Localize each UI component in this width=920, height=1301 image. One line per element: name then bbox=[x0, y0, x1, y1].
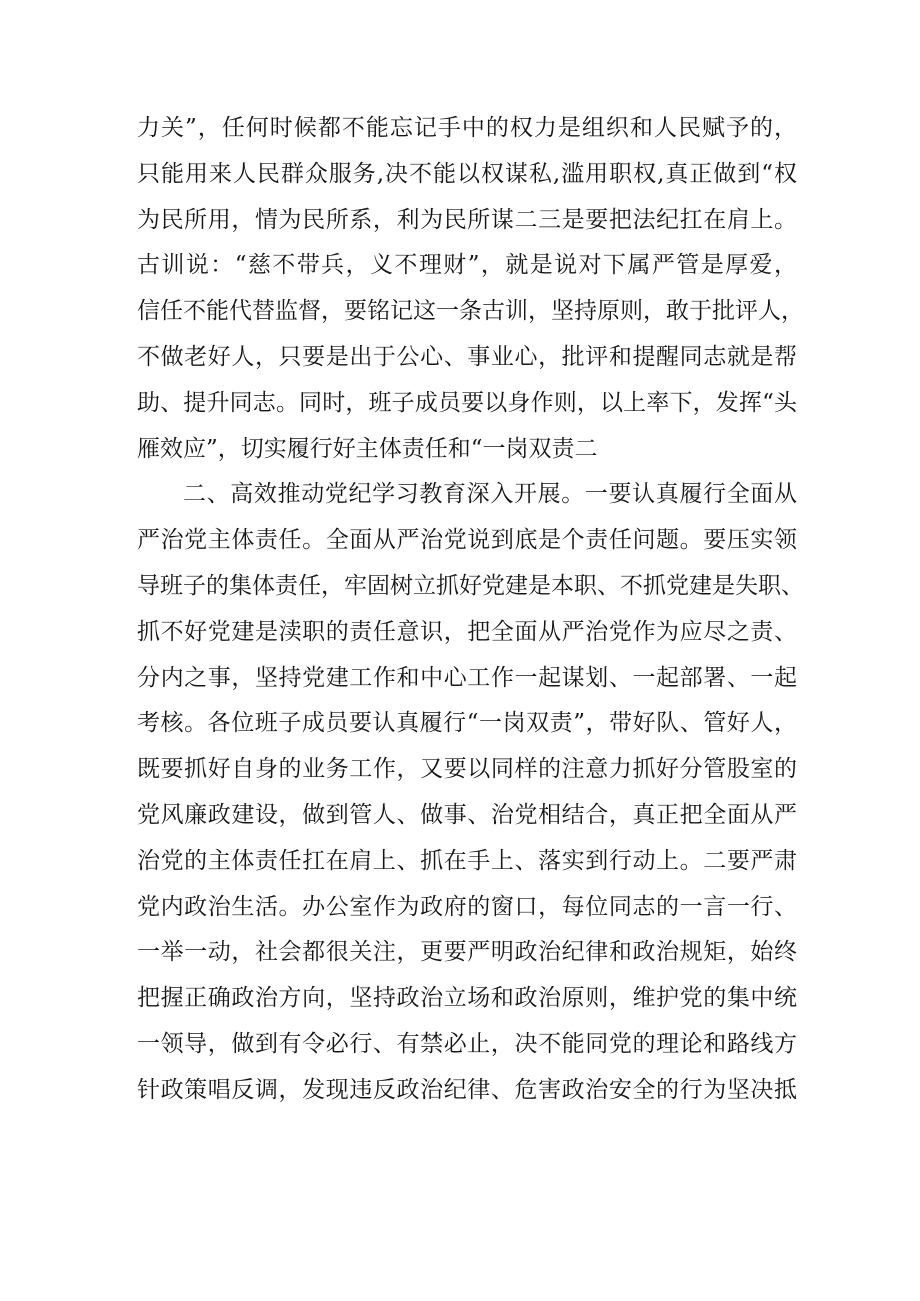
document-body bbox=[137, 106, 804, 1114]
paragraph-line: 既要抓好自身的业务工作，又要以同样的注意力抓好分管股室的 bbox=[137, 756, 797, 783]
paragraph-line: 不做老好人，只要是出于公心、事业心，批评和提醒同志就是帮 bbox=[137, 343, 797, 370]
paragraph-line: 雁效应”，切实履行好主体责任和“一岗双责二 bbox=[137, 435, 598, 462]
paragraph-line: 考核。各位班子成员要认真履行“一岗双责”，带好队、管好人， bbox=[137, 710, 797, 737]
paragraph-line: 只能用来人民群众服务,决不能以权谋私,滥用职权,真正做到“权 bbox=[137, 160, 797, 187]
paragraph-line: 党内政治生活。办公室作为政府的窗口，每位同志的一言一行、 bbox=[137, 893, 797, 920]
paragraph-line: 一领导，做到有令必行、有禁必止，决不能同党的理论和路线方 bbox=[137, 1030, 797, 1057]
paragraph-line: 严治党主体责任。全面从严治党说到底是个责任问题。要压实领 bbox=[137, 527, 797, 554]
paragraph-line: 针政策唱反调，发现违反政治纪律、危害政治安全的行为坚决抵 bbox=[137, 1076, 797, 1103]
paragraph-line: 把握正确政治方向，坚持政治立场和政治原则，维护党的集中统 bbox=[137, 985, 797, 1012]
paragraph-line: 信任不能代替监督，要铭记这一条古训，坚持原则，敢于批评人， bbox=[137, 298, 804, 325]
paragraph-1 bbox=[137, 106, 804, 472]
paragraph-line: 抓不好党建是渎职的责任意识，把全面从严治党作为应尽之责、 bbox=[137, 618, 797, 645]
paragraph-line: 二、高效推动党纪学习教育深入开展。一要认真履行全面从 bbox=[183, 481, 797, 508]
paragraph-line: 党风廉政建设，做到管人、做事、治党相结合，真正把全面从严 bbox=[137, 801, 797, 828]
paragraph-line: 一举一动，社会都很关注，更要严明政治纪律和政治规矩，始终 bbox=[137, 939, 797, 966]
paragraph-2 bbox=[137, 472, 804, 1113]
paragraph-line: 为民所用，情为民所系，利为民所谋二三是要把法纪扛在肩上。 bbox=[137, 206, 797, 233]
paragraph-line: 分内之事，坚持党建工作和中心工作一起谋划、一起部署、一起 bbox=[137, 664, 797, 691]
paragraph-line: 治党的主体责任扛在肩上、抓在手上、落实到行动上。二要严肃 bbox=[137, 847, 797, 874]
paragraph-line: 古训说：“慈不带兵，义不理财”，就是说对下属严管是厚爱， bbox=[137, 252, 797, 279]
paragraph-line: 助、提升同志。同时，班子成员要以身作则，以上率下，发挥“头 bbox=[137, 389, 797, 416]
paragraph-line: 力关”，任何时候都不能忘记手中的权力是组织和人民赋予的， bbox=[137, 115, 797, 141]
paragraph-line: 导班子的集体责任，牢固树立抓好党建是本职、不抓党建是失职、 bbox=[137, 572, 804, 599]
